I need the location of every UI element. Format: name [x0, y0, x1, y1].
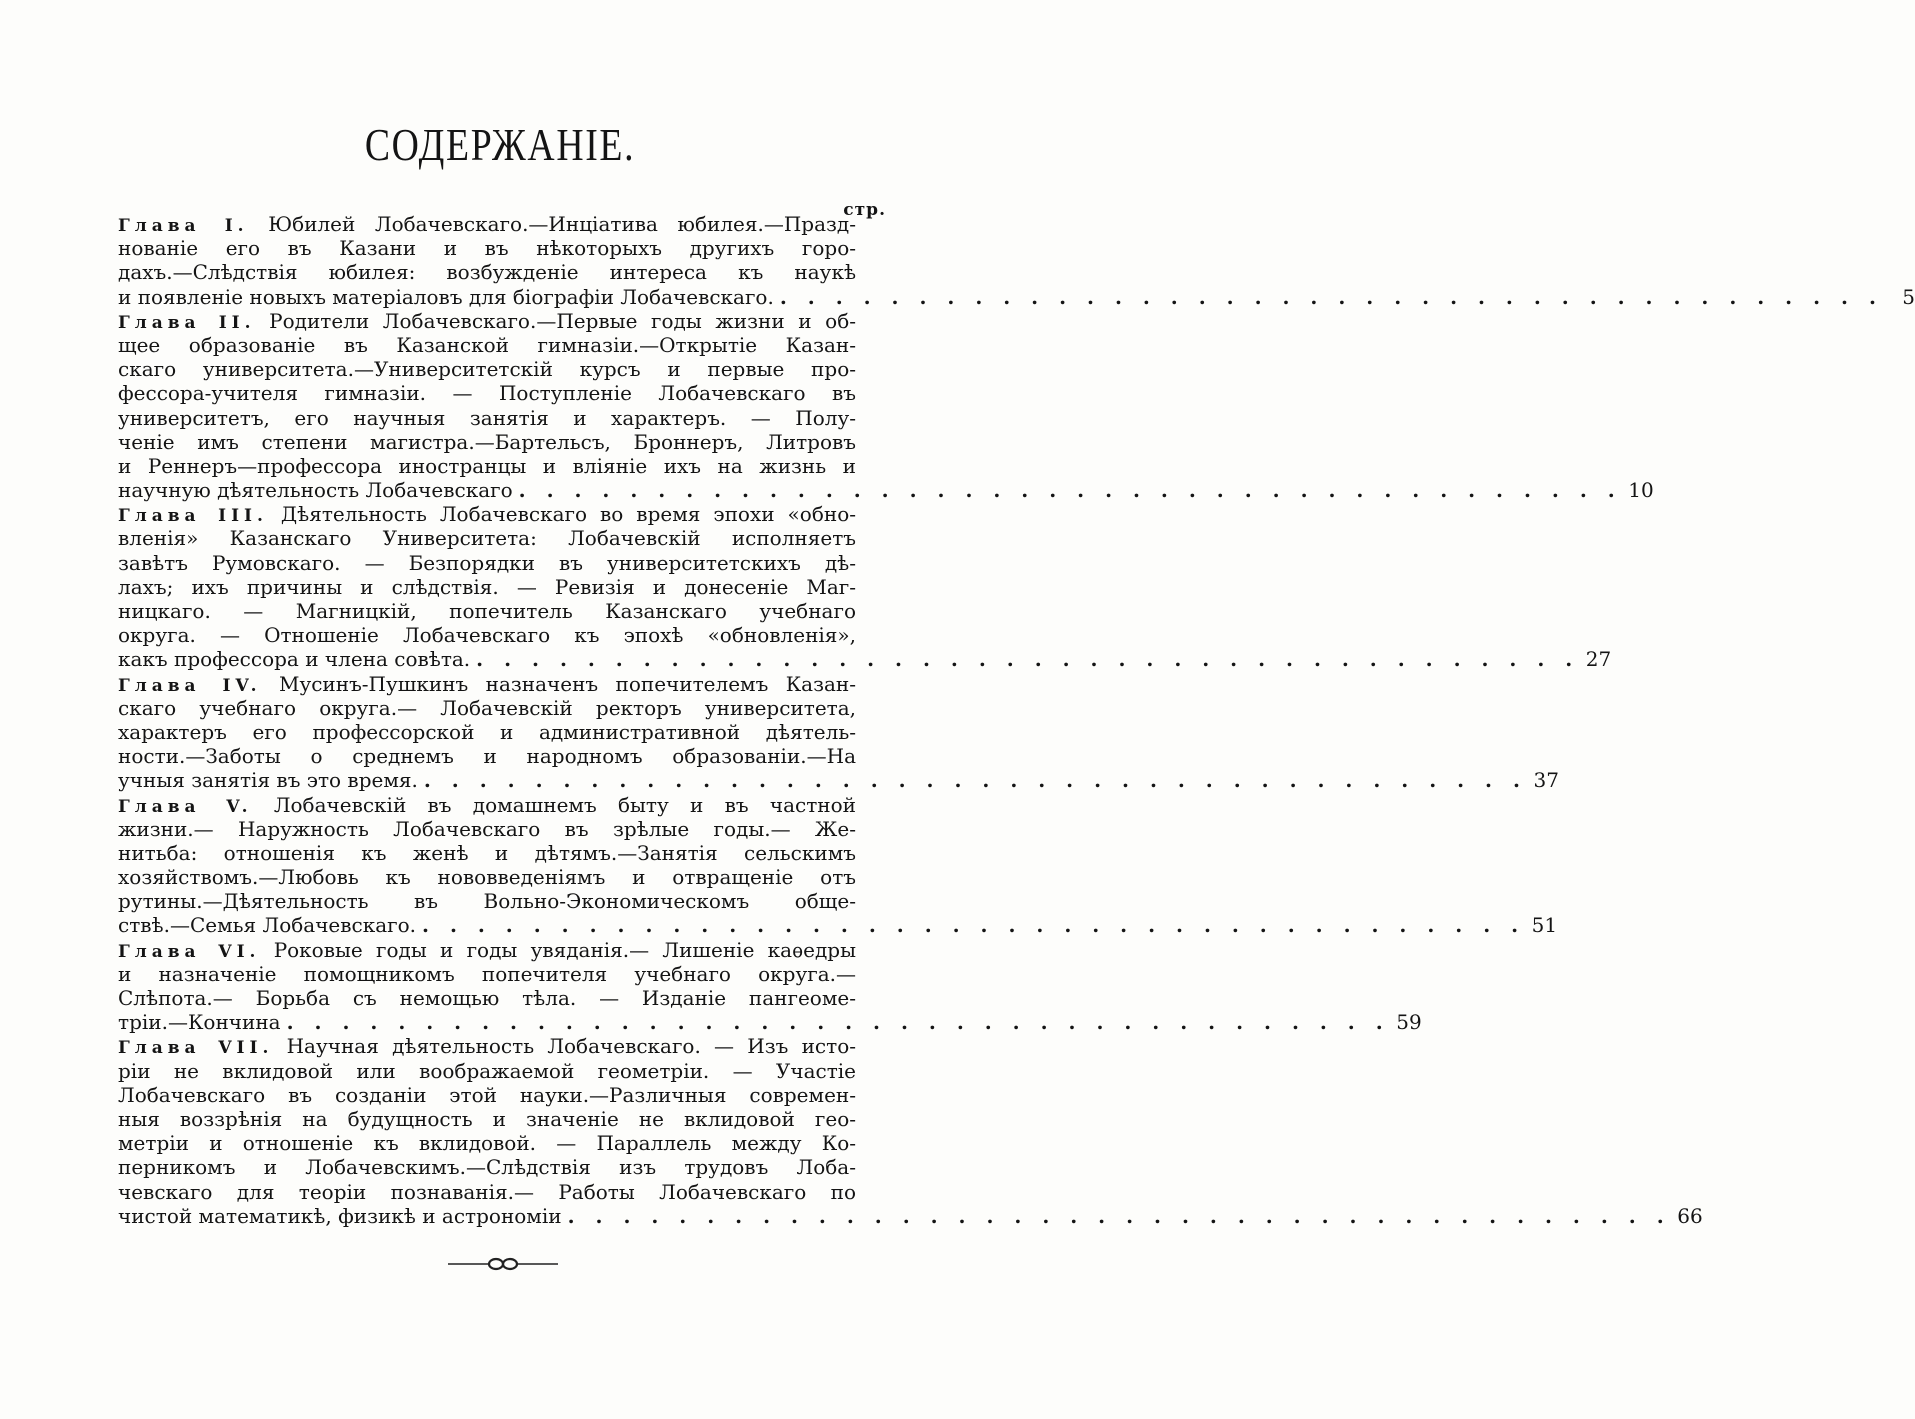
chapter-description: хозяйствомъ.—Любовь къ нововведеніямъ и отвращеніе отъ [118, 865, 856, 890]
toc-line [118, 1180, 888, 1204]
chapter-description: Лобачевскій въ домашнемъ быту и въ частной [273, 792, 857, 817]
chapter-description: ности.—Заботы о среднемъ и народномъ образованіи.—На [118, 744, 856, 769]
toc-line [118, 1083, 888, 1107]
page-number: 10 [1628, 478, 1654, 503]
chapter-description: и назначеніе помощникомъ попечителя учебнаго округа.— [118, 961, 856, 986]
dot-leader: . . . . . . . . . . . . . . . . . . . . . . . . . . . . . . . . . . . . . . . . [286, 1010, 1390, 1035]
chapter-description: тріи.—Кончина [118, 1010, 281, 1035]
dot-leader: . . . . . . . . . . . . . . . . . . . . . . . . . . . . . . . . . . . . . . . . [422, 913, 1526, 938]
toc-line [118, 260, 888, 284]
chapter-description: фессора-учителя гимназіи. — Поступленіе Лобачевскаго въ [118, 381, 856, 406]
chapter-description: и появленіе новыхъ матеріаловъ для біографіи Лобачевскаго. [118, 284, 774, 309]
toc-line [118, 575, 888, 599]
chapter-label: Глава VI. [118, 941, 261, 962]
chapter-description: научную дѣятельность Лобачевскаго [118, 478, 513, 503]
chapter-description: перникомъ и Лобачевскимъ.—Слѣдствія изъ трудовъ Лоба- [118, 1155, 856, 1180]
toc-line [118, 938, 888, 962]
chapter-description: лахъ; ихъ причины и слѣдствія. — Ревизія и донесеніе Маг- [118, 574, 856, 599]
chapter-label: Глава V. [118, 796, 253, 817]
toc-line [118, 430, 888, 454]
toc-line [118, 647, 1612, 672]
toc-entry [118, 212, 1915, 309]
page-number: 51 [1531, 913, 1558, 938]
toc-line [118, 986, 888, 1010]
chapter-description: ченіе имъ степени магистра.—Бартельсъ, Броннеръ, Литровъ [118, 429, 856, 454]
toc-line [118, 865, 888, 889]
chapter-description: нованіе его въ Казани и въ нѣкоторыхъ другихъ горо- [118, 236, 856, 261]
chapter-description: ріи не вклидовой или воображаемой геометріи. — Участіе [118, 1058, 856, 1083]
page-title: СОДЕРЖАНІЕ. [364, 119, 636, 170]
chapter-description: Дѣятельность Лобачевскаго во время эпохи «обно- [280, 502, 857, 527]
toc-line [118, 406, 888, 430]
toc-line [118, 381, 888, 405]
toc-line [118, 744, 888, 768]
page-number: 59 [1396, 1010, 1422, 1035]
toc-line [118, 720, 888, 744]
dot-leader: . . . . . . . . . . . . . . . . . . . . . . . . . . . . . . . . . . . . . . . . [567, 1203, 1671, 1228]
toc-line [118, 1107, 888, 1131]
chapter-description: Роковые годы и годы увяданія.— Лишеніе каѳедры [273, 937, 856, 962]
table-of-contents [118, 212, 1915, 1228]
ornament-swirl-icon [448, 1256, 558, 1272]
chapter-description: нитьба: отношенія къ женѣ и дѣтямъ.—Занятія сельскимъ [118, 840, 856, 865]
toc-line [118, 1203, 1703, 1228]
toc-line [118, 768, 1559, 793]
chapter-label: Глава IV. [118, 675, 262, 696]
toc-line [118, 696, 888, 720]
page-number: 37 [1533, 768, 1559, 793]
dot-leader: . . . . . . . . . . . . . . . . . . . . . . . . . . . . . . . . . . . . . . . . [476, 647, 1580, 672]
toc-line [118, 236, 888, 260]
toc-line [118, 889, 888, 913]
chapter-description: Юбилей Лобачевскаго.—Инціатива юбилея.—Празд- [268, 212, 856, 236]
toc-line [118, 817, 888, 841]
toc-line [118, 672, 888, 696]
toc-line [118, 551, 888, 575]
dot-leader: . . . . . . . . . . . . . . . . . . . . . . . . . . . . . . . . . . . . . . . . [423, 768, 1527, 793]
chapter-description: чевскаго для теоріи познаванія.— Работы Лобачевскаго по [118, 1179, 856, 1204]
toc-line [118, 357, 888, 381]
chapter-description: Родители Лобачевскаго.—Первые годы жизни и об- [269, 308, 856, 333]
toc-line [118, 841, 888, 865]
page-column-label: стр. [843, 200, 886, 220]
toc-line [118, 284, 1915, 309]
chapter-description: Лобачевскаго въ созданіи этой науки.—Различныя современ- [118, 1082, 856, 1107]
chapter-label: Глава II. [118, 312, 256, 333]
toc-line [118, 623, 888, 647]
toc-line [118, 962, 888, 986]
toc-line [118, 526, 888, 550]
toc-line [118, 502, 888, 526]
chapter-description: рутины.—Дѣятельность въ Вольно-Экономическомъ обще- [118, 889, 856, 914]
toc-line [118, 913, 1558, 938]
toc-entry [118, 671, 1559, 793]
chapter-description: ствѣ.—Семья Лобачевскаго. [118, 913, 417, 938]
toc-line [118, 212, 888, 236]
toc-line [118, 333, 888, 357]
chapter-description: ницкаго. — Магницкій, попечитель Казанскаго учебнаго [118, 599, 856, 623]
toc-entry [118, 937, 1422, 1035]
chapter-description: завѣтъ Румовскаго. — Безпорядки въ университетскихъ дѣ- [118, 550, 856, 575]
toc-line [118, 599, 888, 623]
chapter-description: Научная дѣятельность Лобачевскаго. — Изъ исто- [286, 1034, 856, 1059]
chapter-description: дахъ.—Слѣдствія юбилея: возбужденіе интереса къ наукѣ [118, 260, 856, 285]
toc-line [118, 454, 888, 478]
chapter-description: вленія» Казанскаго Университета: Лобачевскій исполняетъ [118, 526, 856, 551]
toc-entry [118, 1034, 1703, 1228]
toc-line [118, 478, 1654, 503]
toc-line [118, 793, 888, 817]
chapter-description: чистой математикѣ, физикѣ и астрономіи [118, 1203, 562, 1228]
toc-line [118, 1034, 888, 1058]
chapter-description: округа. — Отношеніе Лобачевскаго къ эпохѣ «обновленія», [118, 623, 856, 648]
chapter-description: скаго учебнаго округа.— Лобачевскій ректоръ университета, [118, 695, 856, 720]
toc-entry [118, 792, 1558, 938]
chapter-description: щее образованіе въ Казанской гимназіи.—Открытіе Казан- [118, 332, 856, 357]
page-number: 66 [1677, 1203, 1703, 1228]
chapter-description: Слѣпота.— Борьба съ немощью тѣла. — Изданіе пангеоме- [118, 986, 856, 1010]
chapter-description: характеръ его профессорской и административной дѣятель- [118, 719, 856, 744]
dot-leader: . . . . . . . . . . . . . . . . . . . . . . . . . . . . . . . . . . . . . . . . [779, 284, 1883, 309]
chapter-description: жизни.— Наружность Лобачевскаго въ зрѣлые годы.— Же- [118, 816, 856, 841]
chapter-label: Глава VII. [118, 1038, 274, 1059]
chapter-description: ныя воззрѣнія на будущность и значеніе не вклидовой гео- [118, 1106, 856, 1131]
toc-entry [118, 308, 1654, 503]
page-number: 27 [1585, 647, 1612, 672]
chapter-description: университетъ, его научныя занятія и характеръ. — Полу- [118, 405, 856, 430]
toc-line [118, 309, 888, 333]
chapter-description: какъ профессора и члена совѣта. [118, 647, 471, 672]
chapter-label: Глава I. [118, 216, 249, 236]
chapter-description: скаго университета.—Университетскій курсъ и первые про- [118, 357, 856, 382]
toc-entry [118, 502, 1612, 672]
chapter-description: учныя занятія въ это время. [118, 768, 418, 793]
chapter-description: и Реннеръ—профессора иностранцы и вліяніе ихъ на жизнь и [118, 453, 856, 478]
dot-leader: . . . . . . . . . . . . . . . . . . . . . . . . . . . . . . . . . . . . . . . . [518, 478, 1622, 503]
toc-line [118, 1010, 1422, 1035]
chapter-description: метріи и отношеніе къ вклидовой. — Параллель между Ко- [118, 1131, 856, 1156]
chapter-label: Глава III. [118, 506, 268, 527]
toc-line [118, 1059, 888, 1083]
page-number: 5 [1902, 284, 1915, 309]
toc-line [118, 1155, 888, 1179]
chapter-description: Мусинъ-Пушкинъ назначенъ попечителемъ Казан- [278, 671, 857, 696]
toc-line [118, 1131, 888, 1155]
